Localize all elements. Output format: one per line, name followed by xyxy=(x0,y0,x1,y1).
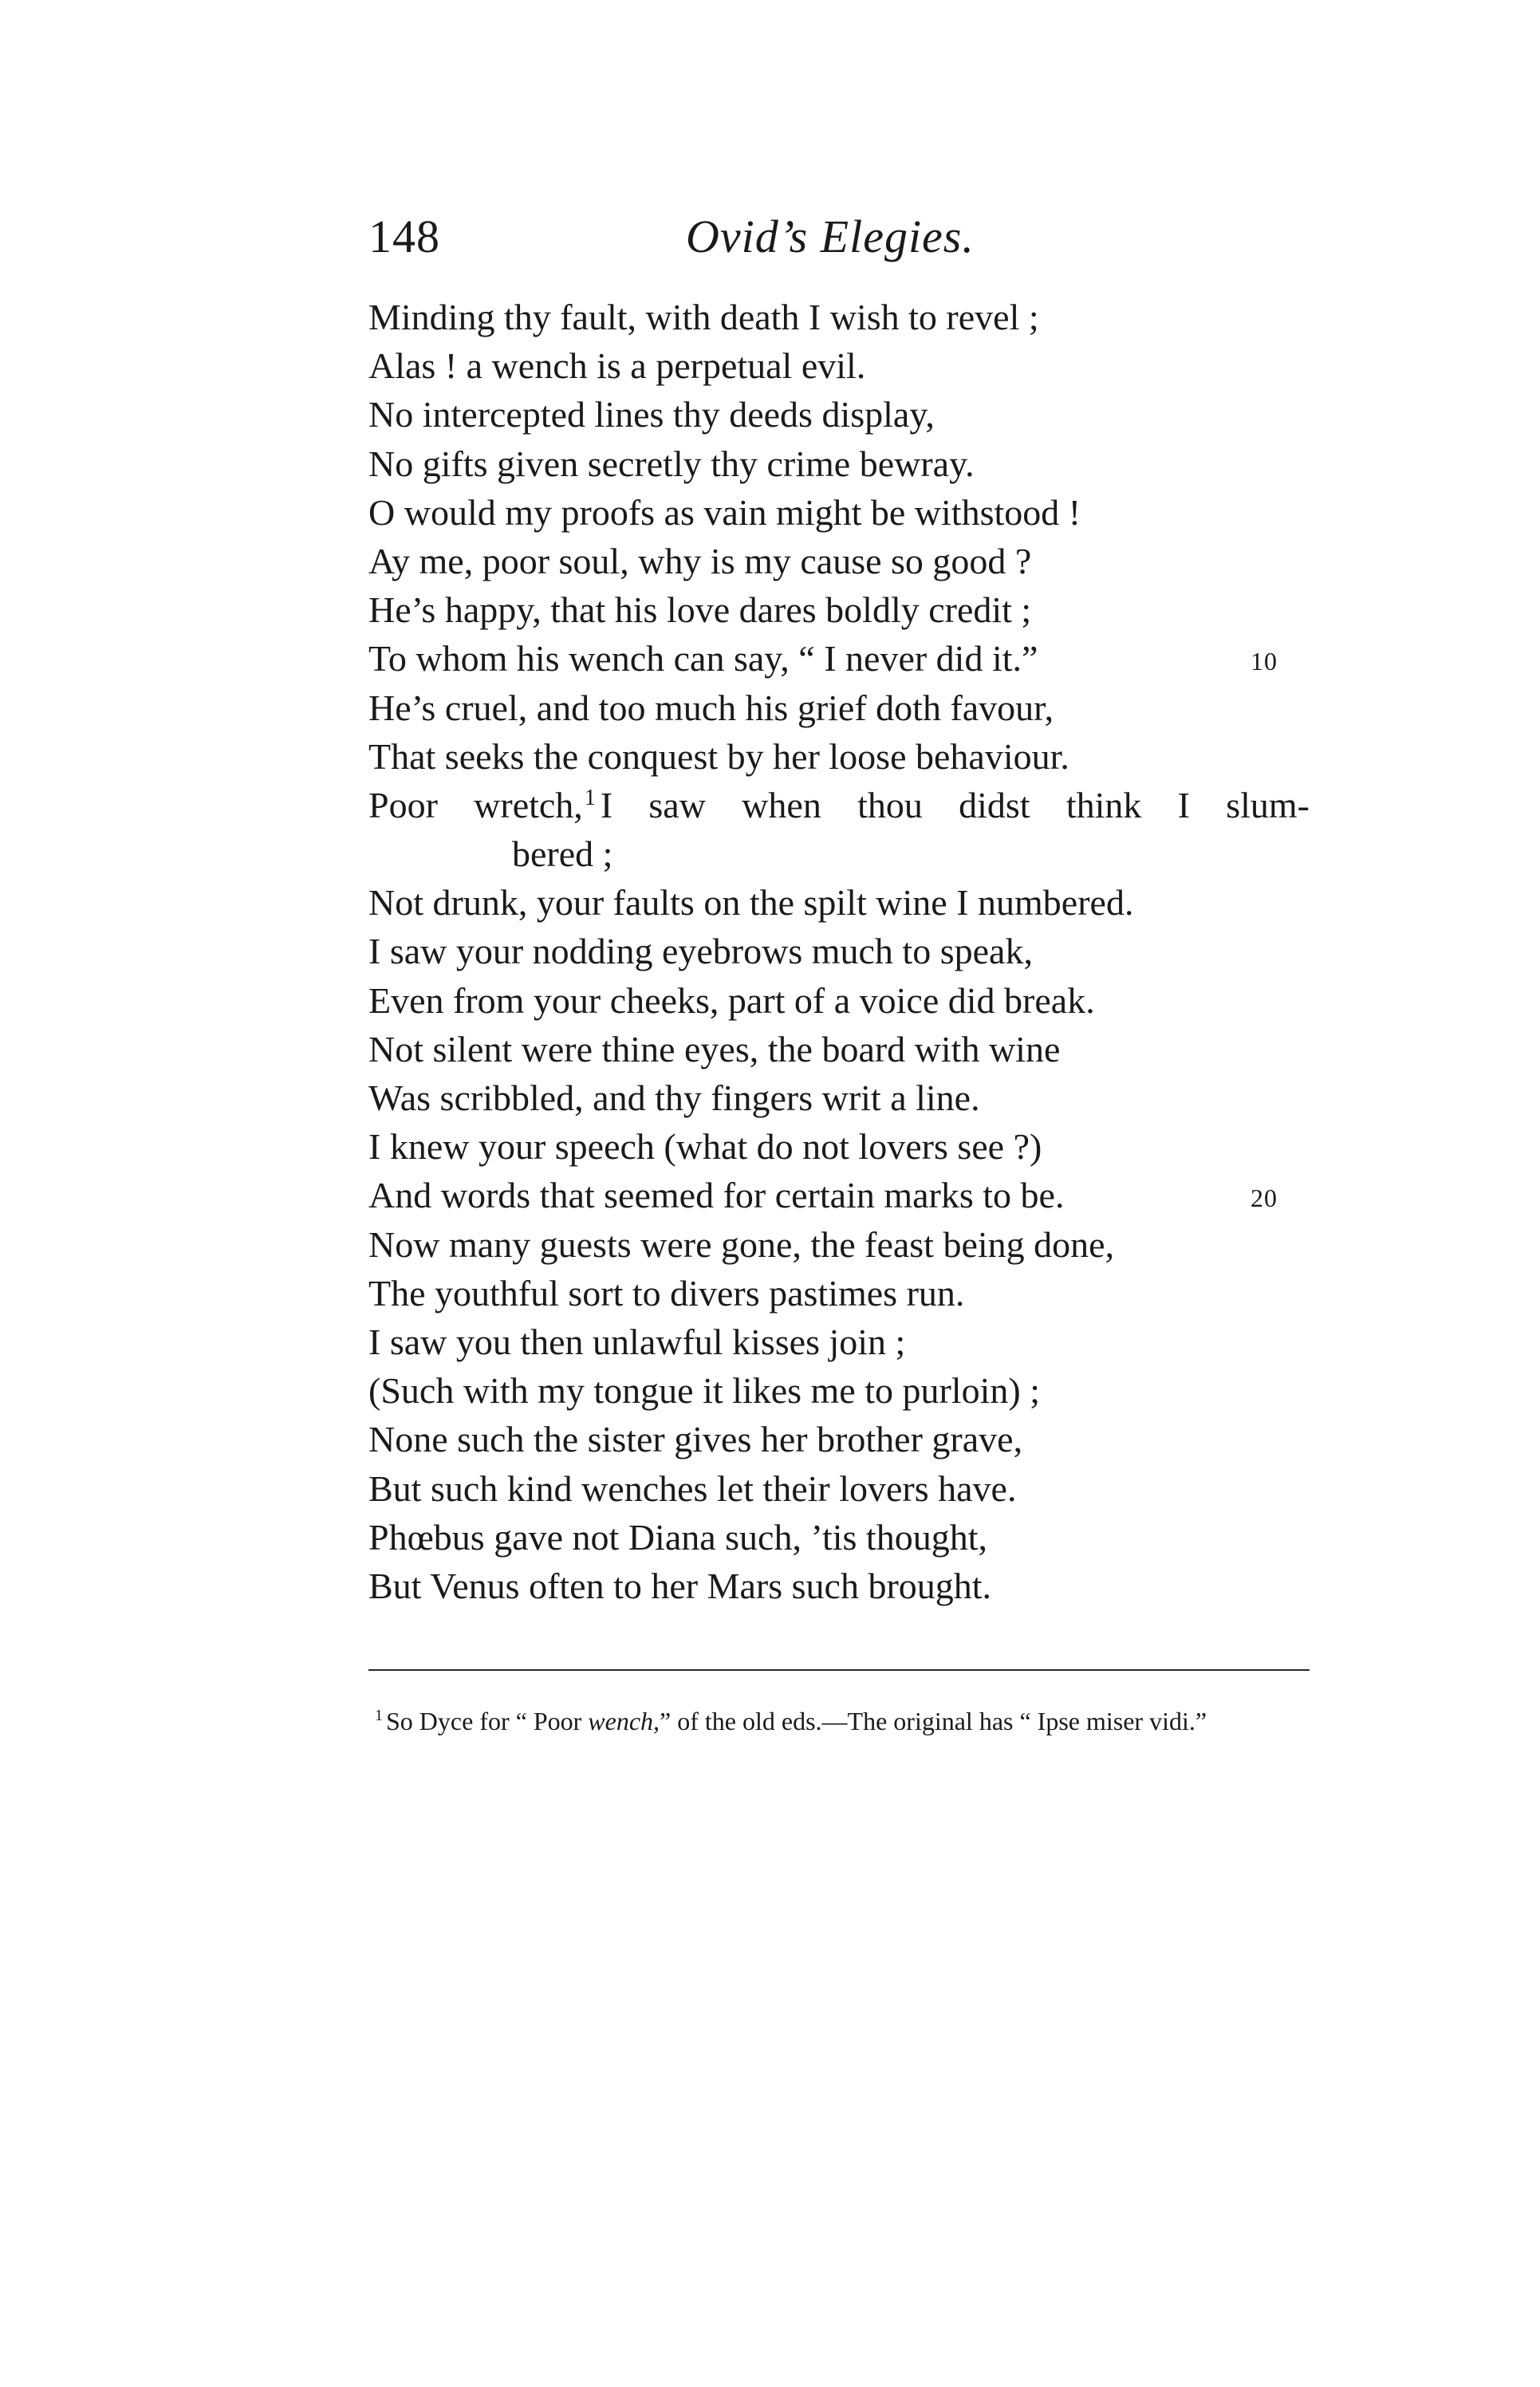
poem-line-text xyxy=(368,781,1310,835)
poem-line-text: I saw your nodding eyebrows much to speak, xyxy=(368,931,1033,972)
poem-line-text: O would my proofs as vain might be withstood ! xyxy=(368,491,1081,533)
poem-line-text: (Such with my tongue it likes me to purloin) ; xyxy=(368,1370,1040,1412)
poem-line-text: None such the sister gives her brother grave, xyxy=(368,1419,1023,1460)
footnote xyxy=(375,1704,1320,1743)
poem-line-text: Not drunk, your faults on the spilt wine I numbered. xyxy=(368,882,1134,924)
poem-line-text: Not silent were thine eyes, the board with wine xyxy=(368,1028,1061,1069)
poem-line xyxy=(368,1171,1325,1219)
poem-line-text-before: Poor wretch, xyxy=(368,784,583,825)
poem-line xyxy=(368,1366,1325,1415)
poem-line-text: No gifts given secretly thy crime bewray. xyxy=(368,443,975,484)
poem-line-text: He’s happy, that his love dares boldly credit ; xyxy=(368,589,1032,631)
footnote-reference: 1 xyxy=(584,785,596,810)
poem-line xyxy=(368,341,1325,390)
poem-line-text: The youthful sort to divers pastimes run. xyxy=(368,1272,965,1314)
poem-line xyxy=(368,1464,1325,1513)
footnote-text-after: ” of the old eds.—The original has “ Ipse miser vidi.” xyxy=(660,1707,1207,1735)
poem-line xyxy=(368,683,1325,732)
poem-line xyxy=(368,439,1325,488)
poem-line-text: Was scribbled, and thy fingers writ a line. xyxy=(368,1077,980,1118)
poem-body xyxy=(368,293,1325,1610)
poem-line-text: But Venus often to her Mars such brought. xyxy=(368,1565,992,1606)
poem-line xyxy=(368,732,1325,781)
poem-line xyxy=(368,1073,1325,1122)
poem-line-text-after: I saw when thou didst think I slum- xyxy=(600,784,1310,825)
running-title: Ovid’s Elegies. xyxy=(686,211,975,262)
poem-line-text: To whom his wench can say, “ I never did it.” xyxy=(368,638,1038,679)
poem-line xyxy=(368,1415,1325,1463)
poem-line xyxy=(368,390,1325,439)
poem-line xyxy=(368,1122,1325,1171)
footnote-mark: 1 xyxy=(375,1707,383,1724)
poem-line-text: And words that seemed for certain marks to be. xyxy=(368,1175,1065,1216)
poem-line xyxy=(368,1318,1325,1366)
line-number: 20 xyxy=(1251,1184,1278,1213)
poem-line xyxy=(368,1562,1325,1610)
poem-line xyxy=(368,878,1325,927)
poem-line xyxy=(368,1269,1325,1318)
poem-line xyxy=(368,976,1325,1025)
poem-line xyxy=(368,488,1325,537)
poem-line xyxy=(368,829,1325,878)
poem-line-text: Now many guests were gone, the feast being done, xyxy=(368,1223,1115,1265)
footnote-divider xyxy=(368,1669,1310,1671)
footnote-italic: wench, xyxy=(588,1707,660,1735)
poem-line-text: Ay me, poor soul, why is my cause so good ? xyxy=(368,540,1032,581)
poem-line xyxy=(368,1513,1325,1562)
poem-line-text: I knew your speech (what do not lovers see ?) xyxy=(368,1126,1042,1168)
poem-line-text: He’s cruel, and too much his grief doth favour, xyxy=(368,687,1054,728)
poem-line-text: No intercepted lines thy deeds display, xyxy=(368,394,935,435)
line-number: 10 xyxy=(1251,647,1278,676)
poem-line-text: I saw you then unlawful kisses join ; xyxy=(368,1321,906,1362)
poem-line-text: Alas ! a wench is a perpetual evil. xyxy=(368,345,866,387)
poem-line xyxy=(368,927,1325,975)
poem-line xyxy=(368,781,1325,829)
poem-line-text: Phœbus gave not Diana such, ’tis thought, xyxy=(368,1516,987,1558)
footnote-text-before: So Dyce for “ Poor xyxy=(386,1707,582,1735)
poem-line-text: But such kind wenches let their lovers have. xyxy=(368,1467,1017,1509)
poem-line xyxy=(368,585,1325,634)
poem-line xyxy=(368,1025,1325,1073)
poem-line xyxy=(368,634,1325,683)
poem-line xyxy=(368,1220,1325,1269)
page-number: 148 xyxy=(368,211,440,262)
poem-line-text: Minding thy fault, with death I wish to revel ; xyxy=(368,297,1039,337)
poem-line xyxy=(368,537,1325,585)
poem-line-text: bered ; xyxy=(512,833,613,875)
poem-line xyxy=(368,293,1325,341)
poem-line-text: Even from your cheeks, part of a voice did break. xyxy=(368,979,1095,1021)
poem-line-text: That seeks the conquest by her loose behaviour. xyxy=(368,735,1069,777)
